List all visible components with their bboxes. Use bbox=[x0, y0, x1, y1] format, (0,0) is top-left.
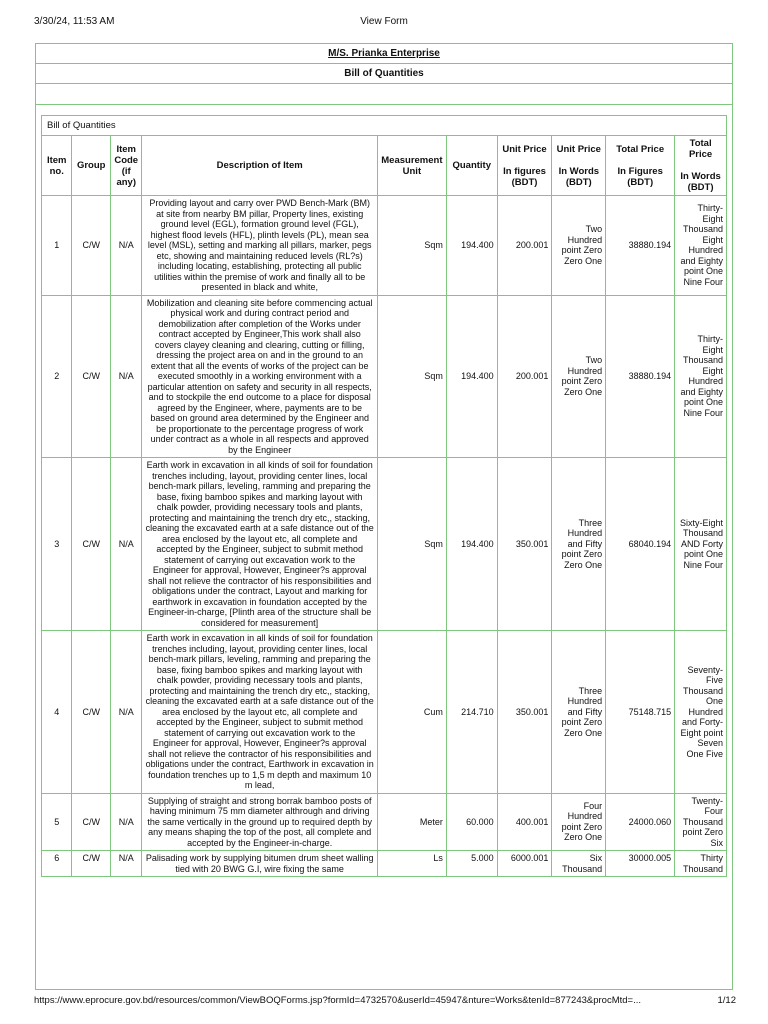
cell-total-price: 24000.060 bbox=[606, 793, 675, 851]
col-total-price-fig bbox=[606, 136, 675, 196]
cell-quantity: 194.400 bbox=[446, 196, 497, 296]
cell-unit-price: 350.001 bbox=[497, 631, 552, 794]
cell-item-code: N/A bbox=[111, 196, 142, 296]
cell-unit: Sqm bbox=[377, 295, 446, 458]
col-unit-price-fig-sub: In figures (BDT) bbox=[503, 165, 546, 188]
cell-quantity: 194.400 bbox=[446, 295, 497, 458]
cell-unit-price-words: Two Hundred point Zero Zero One bbox=[552, 295, 606, 458]
cell-unit-price-words: Three Hundred and Fifty point Zero Zero One bbox=[552, 631, 606, 794]
boq-table bbox=[41, 135, 727, 877]
cell-total-price-words: Twenty-Four Thousand point Zero Six bbox=[675, 793, 727, 851]
col-quantity: Quantity bbox=[446, 136, 497, 196]
cell-unit: Ls bbox=[377, 851, 446, 877]
print-page-number: 1/12 bbox=[717, 995, 736, 1006]
col-unit-price-words bbox=[552, 136, 606, 196]
col-unit-price-fig bbox=[497, 136, 552, 196]
table-row bbox=[42, 458, 727, 631]
col-total-price-fig-sub: In Figures (BDT) bbox=[617, 165, 663, 188]
cell-item-code: N/A bbox=[111, 295, 142, 458]
cell-total-price: 68040.194 bbox=[606, 458, 675, 631]
cell-description: Palisading work by supplying bitumen drum sheet walling tied with 20 BWG G.I, wire fixing the same bbox=[142, 851, 377, 877]
table-header-row bbox=[42, 136, 727, 196]
col-unit: Measurement Unit bbox=[377, 136, 446, 196]
cell-quantity: 60.000 bbox=[446, 793, 497, 851]
cell-quantity: 214.710 bbox=[446, 631, 497, 794]
col-description: Description of Item bbox=[142, 136, 377, 196]
cell-unit-price-words: Four Hundred point Zero Zero One bbox=[552, 793, 606, 851]
col-total-price-words bbox=[675, 136, 727, 196]
cell-item-code: N/A bbox=[111, 458, 142, 631]
cell-unit-price: 6000.001 bbox=[497, 851, 552, 877]
cell-group: C/W bbox=[72, 295, 111, 458]
cell-description: Supplying of straight and strong borrak bamboo posts of having minimum 75 mm diameter althrough and driving the same vertically in the ground up to required depth by any means shaping the top of the post, all complete and accepted by the Engineer-in-charge. bbox=[142, 793, 377, 851]
cell-unit: Sqm bbox=[377, 196, 446, 296]
cell-group: C/W bbox=[72, 851, 111, 877]
table-row bbox=[42, 793, 727, 851]
cell-item-no: 1 bbox=[42, 196, 72, 296]
cell-unit-price-words: Six Thousand bbox=[552, 851, 606, 877]
boq-body bbox=[42, 196, 727, 877]
cell-unit-price: 200.001 bbox=[497, 295, 552, 458]
cell-unit-price: 200.001 bbox=[497, 196, 552, 296]
cell-total-price: 75148.715 bbox=[606, 631, 675, 794]
company-bar bbox=[35, 43, 733, 64]
cell-item-code: N/A bbox=[111, 851, 142, 877]
cell-item-no: 5 bbox=[42, 793, 72, 851]
table-row bbox=[42, 851, 727, 877]
col-unit-price-words-title: Unit Price bbox=[556, 143, 601, 155]
cell-description: Providing layout and carry over PWD Bench-Mark (BM) at site from nearby BM pillar, Property lines, existing ground level (EGL), formation ground level (FGL), highest flood levels (HFL), plinth levels (PL), mean sea level (MSL), setting and marking all pillars, marker, pegs etc, showing and maintaining reduced levels (RL?s) including locating, establishing, protecting all public utilities within the premise of work and finally all to be presented in black and white, bbox=[142, 196, 377, 296]
cell-total-price-words: Sixty-Eight Thousand AND Forty point One Nine Four bbox=[675, 458, 727, 631]
table-row bbox=[42, 631, 727, 794]
cell-unit-price: 350.001 bbox=[497, 458, 552, 631]
col-total-price-words-sub: In Words (BDT) bbox=[680, 171, 721, 193]
boq-form bbox=[35, 43, 733, 993]
cell-group: C/W bbox=[72, 631, 111, 794]
cell-unit-price: 400.001 bbox=[497, 793, 552, 851]
cell-item-code: N/A bbox=[111, 631, 142, 794]
cell-total-price-words: Thirty-Eight Thousand Eight Hundred and Eighty point One Nine Four bbox=[675, 295, 727, 458]
spacer-bar bbox=[35, 84, 733, 105]
cell-quantity: 194.400 bbox=[446, 458, 497, 631]
cell-description: Earth work in excavation in all kinds of soil for foundation trenches including, layout, providing center lines, local bench-mark pillars, leveling, ramming and preparing the base, fixing bamboo spikes and marking layout with chalk powder, providing necessary tools and plants, protecting and maintaining the trench dry etc,, stacking, cleaning the excavated earth at a safe distance out of the area enclosed by the layout etc, all complete and accepted by the Engineer, subject to submit method statement of carrying out excavation work to the Engineer for approval, However, Engineer?s approval shall not relieve the contractor of his responsibilities and obligations under the contract, Layout and marking for earthwork in excavation in foundation accepted by the Engineer-in-charge, [Plinth area of the structure shall be considered for measurement] bbox=[142, 458, 377, 631]
print-page-title: View Form bbox=[360, 16, 408, 27]
cell-total-price: 30000.005 bbox=[606, 851, 675, 877]
boq-section bbox=[35, 105, 733, 990]
table-caption: Bill of Quantities bbox=[41, 115, 727, 135]
table-row bbox=[42, 196, 727, 296]
cell-unit: Sqm bbox=[377, 458, 446, 631]
print-url: https://www.eprocure.gov.bd/resources/common/ViewBOQForms.jsp?formId=4732570&userId=45947&nture=Works&tenId=877243&procMtd=... bbox=[34, 995, 642, 1006]
heading-bar bbox=[35, 64, 733, 84]
col-unit-price-words-sub: In Words (BDT) bbox=[558, 165, 600, 188]
cell-description: Mobilization and cleaning site before commencing actual physical work and during contract period and demobilization after completion of the Works under contract accepted by Engineer,This work shall also covers clayey cleaning and clearing, cutting or filling, dressing the project area on and in the ground to an extent that all the events of works of the project can be executed smoothly in a working environment with a particular attention on safety and security in all respects, and to stockpile the end outcome to a place for disposal agreed by the Engineer, where, payments are to be based on ground area determined by the Engineer and be proportionate to the percentage progress of work under contract as a whole in all respects and approved by the Engineer bbox=[142, 295, 377, 458]
cell-group: C/W bbox=[72, 458, 111, 631]
cell-group: C/W bbox=[72, 793, 111, 851]
col-total-price-fig-title: Total Price bbox=[616, 143, 665, 155]
cell-unit: Meter bbox=[377, 793, 446, 851]
cell-description: Earth work in excavation in all kinds of soil for foundation trenches including, layout, providing center lines, local bench-mark pillars, leveling, ramming and preparing the base, fixing bamboo spikes and marking layout with chalk powder, providing necessary tools and plants, protecting and maintaining the trench dry etc,, stacking, cleaning the excavated earth at a safe distance out of the area enclosed by the layout etc, all complete and accepted by the Engineer, subject to submit method statement of carrying out excavation work to the Engineer for approval, However, Engineer?s approval shall not relieve the contractor of his responsibilities and obligations under the contract, Earthwork in excavation in foundation trenches up to 1,5 m depth and maximum 10 m lead, bbox=[142, 631, 377, 794]
table-row bbox=[42, 295, 727, 458]
col-item-no: Item no. bbox=[42, 136, 72, 196]
cell-item-code: N/A bbox=[111, 793, 142, 851]
cell-unit-price-words: Two Hundred point Zero Zero One bbox=[552, 196, 606, 296]
col-item-code: Item Code (if any) bbox=[111, 136, 142, 196]
cell-item-no: 3 bbox=[42, 458, 72, 631]
cell-unit: Cum bbox=[377, 631, 446, 794]
cell-item-no: 4 bbox=[42, 631, 72, 794]
cell-quantity: 5.000 bbox=[446, 851, 497, 877]
cell-total-price: 38880.194 bbox=[606, 196, 675, 296]
company-name: M/S. Prianka Enterprise bbox=[328, 48, 440, 59]
print-datetime: 3/30/24, 11:53 AM bbox=[34, 16, 115, 27]
col-group: Group bbox=[72, 136, 111, 196]
cell-unit-price-words: Three Hundred and Fifty point Zero Zero One bbox=[552, 458, 606, 631]
cell-total-price-words: Seventy-Five Thousand One Hundred and Forty-Eight point Seven One Five bbox=[675, 631, 727, 794]
cell-total-price-words: Thirty-Eight Thousand Eight Hundred and Eighty point One Nine Four bbox=[675, 196, 727, 296]
form-heading: Bill of Quantities bbox=[344, 68, 424, 79]
cell-total-price: 38880.194 bbox=[606, 295, 675, 458]
cell-group: C/W bbox=[72, 196, 111, 296]
col-total-price-words-title: Total Price bbox=[688, 138, 713, 160]
cell-total-price-words: Thirty Thousand bbox=[675, 851, 727, 877]
cell-item-no: 2 bbox=[42, 295, 72, 458]
col-unit-price-fig-title: Unit Price bbox=[502, 143, 547, 155]
cell-item-no: 6 bbox=[42, 851, 72, 877]
